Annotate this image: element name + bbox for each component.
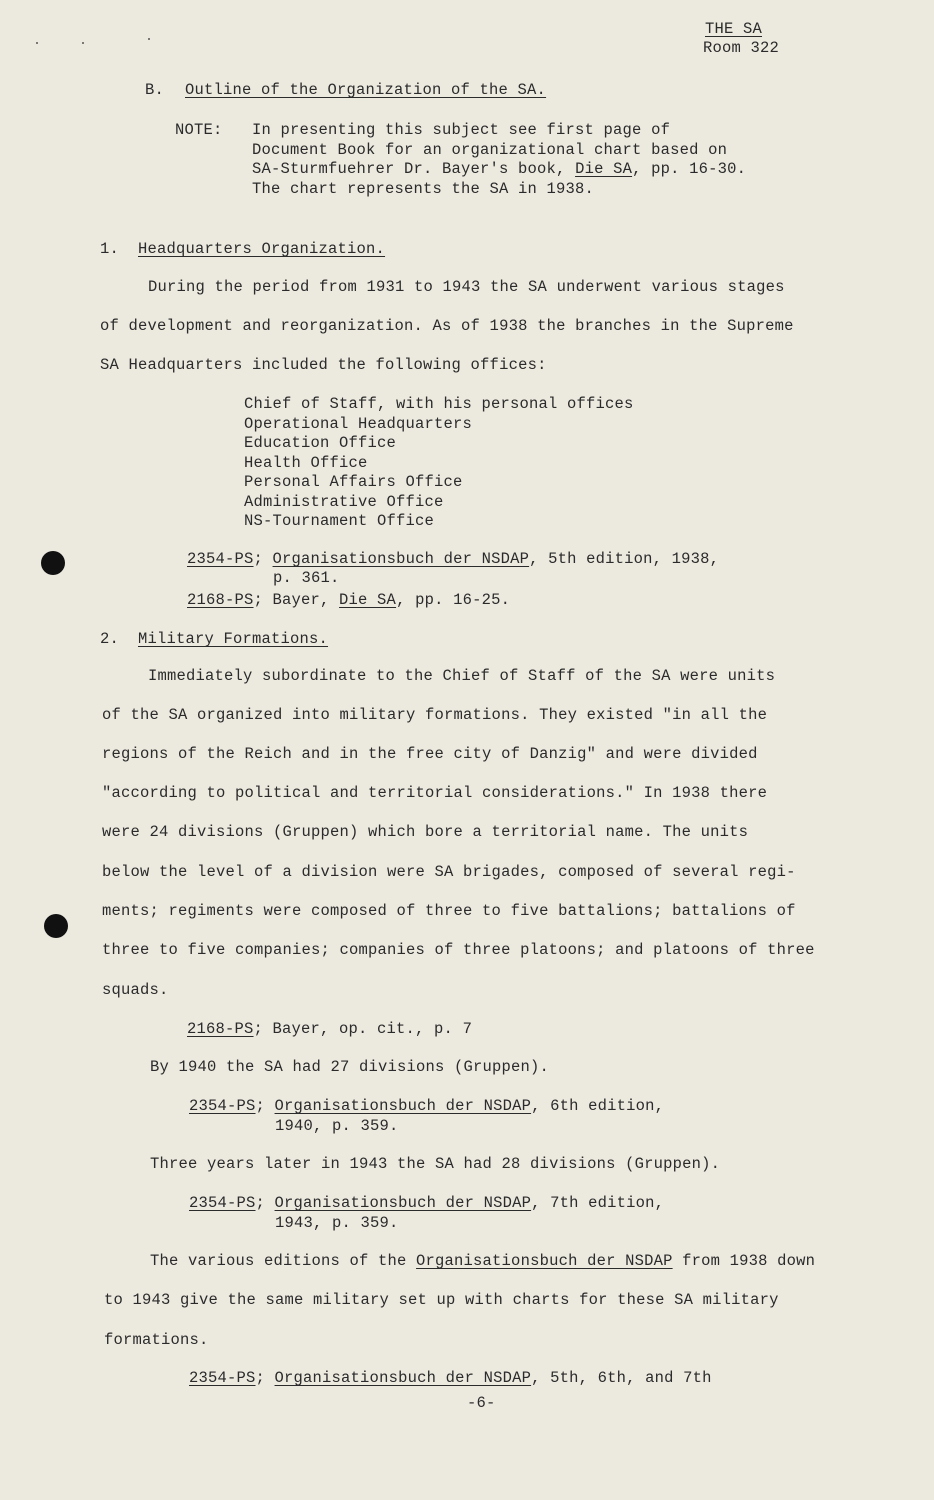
book-title: Organisationsbuch der NSDAP <box>274 1097 532 1115</box>
note-line: Document Book for an organizational chart based on <box>252 141 728 159</box>
document-code: 2168-PS <box>187 591 254 609</box>
section-marker: B. <box>145 81 165 99</box>
header-room: Room 322 <box>703 39 780 57</box>
note-label: NOTE: <box>175 121 223 139</box>
citation-cont: p. 361. <box>273 569 340 587</box>
office-item: Chief of Staff, with his personal offices <box>244 395 634 413</box>
paragraph-line: formations. <box>104 1331 209 1349</box>
book-title: Die SA <box>575 160 633 178</box>
paper-speck <box>148 38 150 40</box>
paragraph-line: Immediately subordinate to the Chief of Staff of the SA were units <box>148 667 776 685</box>
paragraph-line: SA Headquarters included the following offices: <box>100 356 547 374</box>
citation: 2354-PS; Organisationsbuch der NSDAP, 5th edition, 1938, <box>187 550 720 568</box>
paragraph-line: below the level of a division were SA brigades, composed of several regi- <box>102 863 796 881</box>
note-line: The chart represents the SA in 1938. <box>252 180 595 198</box>
office-item: NS-Tournament Office <box>244 512 435 530</box>
book-title: Organisationsbuch der NSDAP <box>272 550 530 568</box>
note-line: SA-Sturmfuehrer Dr. Bayer's book, Die SA, pp. 16-30. <box>252 160 747 178</box>
book-title: Organisationsbuch der NSDAP <box>416 1252 673 1270</box>
paragraph-line: of the SA organized into military formations. They existed "in all the <box>102 706 768 724</box>
section-number: 2. <box>100 630 120 648</box>
paper-speck <box>82 42 84 44</box>
document-code: 2168-PS <box>187 1020 254 1038</box>
citation: 2354-PS; Organisationsbuch der NSDAP, 6th edition, <box>189 1097 665 1115</box>
paragraph-line: to 1943 give the same military set up with charts for these SA military <box>104 1291 779 1309</box>
office-item: Personal Affairs Office <box>244 473 463 491</box>
punch-hole <box>41 551 65 575</box>
paragraph-line: three to five companies; companies of three platoons; and platoons of three <box>102 941 815 959</box>
section-title: Outline of the Organization of the SA. <box>185 81 547 99</box>
paragraph-line: squads. <box>102 981 169 999</box>
paragraph-line: ments; regiments were composed of three to five battalions; battalions of <box>102 902 796 920</box>
document-code: 2354-PS <box>189 1369 256 1387</box>
page-number: -6- <box>467 1394 496 1412</box>
citation-cont: 1943, p. 359. <box>275 1214 399 1232</box>
office-item: Health Office <box>244 454 368 472</box>
book-title: Organisationsbuch der NSDAP <box>274 1194 532 1212</box>
paragraph-line: "according to political and territorial considerations." In 1938 there <box>102 784 768 802</box>
paragraph-line: of development and reorganization. As of 1938 the branches in the Supreme <box>100 317 794 335</box>
paragraph-line: Three years later in 1943 the SA had 28 divisions (Gruppen). <box>150 1155 721 1173</box>
paragraph-line: By 1940 the SA had 27 divisions (Gruppen). <box>150 1058 550 1076</box>
note-line: In presenting this subject see first page of <box>252 121 671 139</box>
book-title: Organisationsbuch der NSDAP <box>274 1369 532 1387</box>
header-title: THE SA <box>705 20 763 38</box>
citation: 2168-PS; Bayer, Die SA, pp. 16-25. <box>187 591 511 609</box>
section-number: 1. <box>100 240 120 258</box>
office-item: Education Office <box>244 434 397 452</box>
document-code: 2354-PS <box>189 1194 256 1212</box>
citation: 2354-PS; Organisationsbuch der NSDAP, 5th, 6th, and 7th <box>189 1369 712 1387</box>
citation: 2168-PS; Bayer, op. cit., p. 7 <box>187 1020 473 1038</box>
citation: 2354-PS; Organisationsbuch der NSDAP, 7th edition, <box>189 1194 665 1212</box>
punch-hole <box>44 914 68 938</box>
paragraph-line: During the period from 1931 to 1943 the SA underwent various stages <box>148 278 785 296</box>
document-code: 2354-PS <box>189 1097 256 1115</box>
citation-cont: 1940, p. 359. <box>275 1117 399 1135</box>
paragraph-line: regions of the Reich and in the free city of Danzig" and were divided <box>102 745 758 763</box>
paper-speck <box>36 42 38 44</box>
document-code: 2354-PS <box>187 550 254 568</box>
paragraph-line: The various editions of the Organisationsbuch der NSDAP from 1938 down <box>150 1252 816 1270</box>
office-item: Operational Headquarters <box>244 415 473 433</box>
office-item: Administrative Office <box>244 493 444 511</box>
paragraph-line: were 24 divisions (Gruppen) which bore a territorial name. The units <box>102 823 749 841</box>
section-heading: Headquarters Organization. <box>138 240 386 258</box>
section-heading: Military Formations. <box>138 630 329 648</box>
book-title: Die SA <box>339 591 397 609</box>
